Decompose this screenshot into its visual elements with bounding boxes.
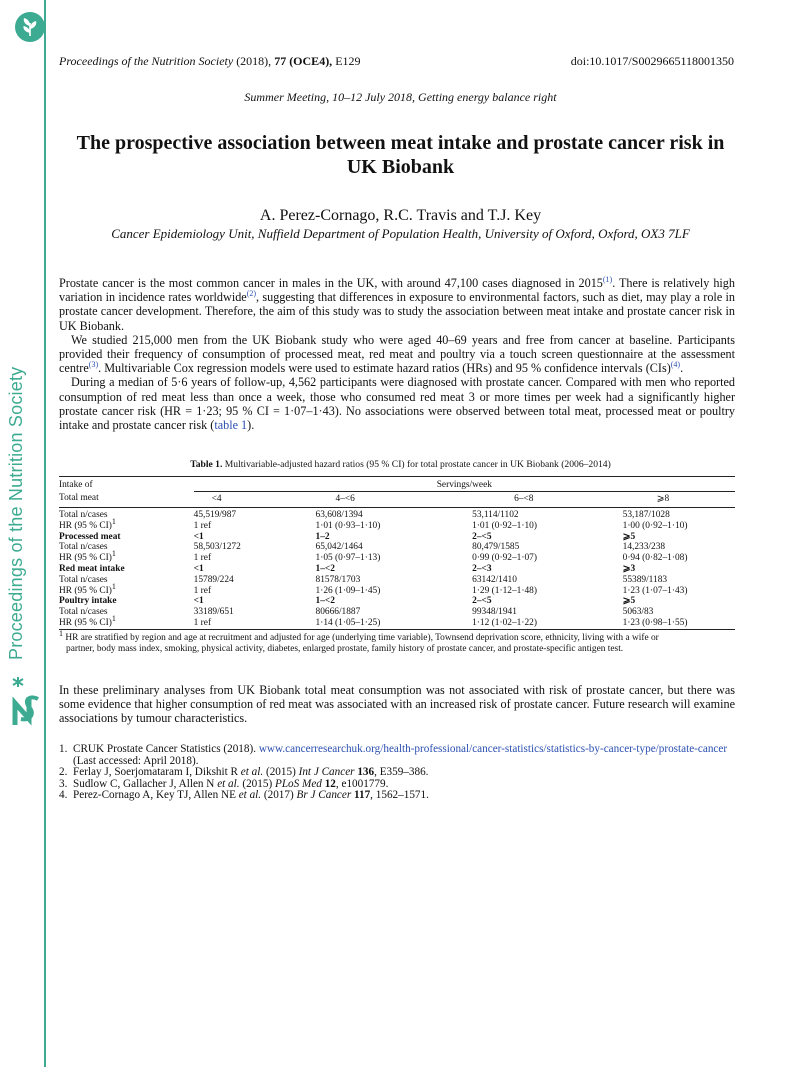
table-cell: 14,233/238 xyxy=(622,542,666,553)
table-row xyxy=(59,575,735,586)
footnote-text: HR are stratified by region and age at recruitment and adjusted for age (underlying time variable), Townsend deprivation score, ethnicity, living with a wife or xyxy=(63,633,659,643)
reference-item xyxy=(59,744,739,767)
footnote-mark: 1 xyxy=(111,581,116,591)
row-label-text: HR (95 % CI) xyxy=(59,585,112,596)
servings-week-label: Servings/week xyxy=(436,480,492,490)
row-label-text: HR (95 % CI) xyxy=(59,520,112,531)
ns-monogram-icon xyxy=(7,675,41,727)
table-header-cell: <4 xyxy=(211,493,222,504)
text-run: , 1562–1571. xyxy=(370,789,429,801)
table-row-label xyxy=(59,613,194,629)
text-run: (Last accessed: April 2018). xyxy=(73,754,199,767)
row-label-text: Total n/cases xyxy=(59,574,108,585)
table-cell: ⩾3 xyxy=(622,564,636,575)
footnote-line: partner, body mass index, smoking, physical activity, diabetes, enlarged prostate, family history of prostate cancer, and prostate-specific antigen test. xyxy=(66,644,624,654)
text-run: During a median of 5·6 years of follow-up, 4,562 participants were diagnosed with prostate cancer. Compared with men who reported consumption of red meat less than once a week, those who consumed red meat 3 or more times per week had a significantly higher prostate cancer risk (HR = 1·23; 95 % CI = 1·07–1·43). No associations were observed between total meat, processed meat or poultry intake and prostate cancer risk ( xyxy=(59,375,735,433)
citation-volume: 77 (OCE4), xyxy=(274,54,333,68)
text-run: (2015) xyxy=(263,766,299,778)
table-cell: 99348/1941 xyxy=(472,607,517,618)
sidebar-divider xyxy=(44,0,46,1067)
results-table xyxy=(59,476,735,630)
table-cell: 1·05 (0·97–1·13) xyxy=(315,553,381,564)
text-run: Prostate cancer is the most common cancer in males in the UK, with around 47,100 cases diagnosed in 2015 xyxy=(59,276,603,290)
reference-number: 1. xyxy=(59,743,68,755)
table-cell: 0·94 (0·82–1·08) xyxy=(622,553,688,564)
table-link[interactable]: table 1 xyxy=(214,418,248,433)
text-run: We studied 215,000 men from the UK Biobank study who were aged 40–69 years and free from cancer at baseline. Participants provided their frequency of consumption of processed meat, red meat and poultry via a touch screen questionnaire at the assessment centre xyxy=(59,332,735,376)
reference-number: 2. xyxy=(59,766,68,778)
table-cell: 80,479/1585 xyxy=(472,542,520,553)
table-row xyxy=(59,564,735,575)
table-group-label xyxy=(59,596,194,607)
table-cell: 1–<2 xyxy=(315,564,335,575)
table-cell: 2–<5 xyxy=(472,596,492,607)
footnote-mark: 1 xyxy=(111,549,116,559)
reference-number: 3. xyxy=(59,777,68,790)
journal-logo-icon xyxy=(15,12,45,42)
conclusion-paragraph: In these preliminary analyses from UK Biobank total meat consumption was not associated with risk of prostate cancer, but there was some evidence that higher consumption of red meat was associated with an increased risk of prostate cancer. Future research will examine associations by tumour characteristics. xyxy=(59,683,735,726)
abstract-paragraph xyxy=(59,276,735,333)
table-row xyxy=(59,596,735,607)
table-cell: 1·00 (0·92–1·10) xyxy=(622,520,688,531)
table-group-label xyxy=(59,532,194,543)
table-cell: 0·99 (0·92–1·07) xyxy=(472,553,537,564)
text-run: Perez-Cornago A, Key TJ, Allen NE xyxy=(73,789,239,801)
table-cell: 81578/1703 xyxy=(315,574,361,585)
reference-url[interactable]: www.cancerresearchuk.org/health-professional/cancer-statistics/statistics-by-cancer-type/prostate-cancer xyxy=(258,743,728,755)
row-label-text: HR (95 % CI) xyxy=(59,618,112,629)
table-cell: 1·23 (1·07–1·43) xyxy=(622,585,688,596)
citation xyxy=(59,54,361,69)
text-run: (2017) xyxy=(261,789,297,801)
table-row xyxy=(59,521,735,532)
table-row-label xyxy=(59,516,194,532)
reference-link[interactable]: (3) xyxy=(88,360,99,370)
reference-link[interactable]: (2) xyxy=(246,289,257,299)
table-cell: ⩾5 xyxy=(622,531,636,542)
table-cell: 53,187/1028 xyxy=(622,510,670,521)
reference-link[interactable]: (4) xyxy=(670,360,681,370)
table-caption-text: Multivariable-adjusted hazard ratios (95 % CI) for total prostate cancer in UK Biobank (2006–2014) xyxy=(224,459,611,470)
abstract-body xyxy=(59,276,735,432)
affiliation: Cancer Epidemiology Unit, Nuffield Department of Population Health, University of Oxford, Oxford, OX3 7LF xyxy=(111,226,690,241)
text-run: et al. xyxy=(238,789,262,801)
table-header-cell: 6–<8 xyxy=(514,493,534,504)
table-cell: 1·01 (0·93–1·10) xyxy=(315,520,381,531)
text-run: . xyxy=(680,361,684,376)
table-cell: 1–2 xyxy=(315,531,330,542)
table-cell: 45,519/987 xyxy=(193,510,237,521)
table-row xyxy=(59,607,735,618)
table-cell: 15789/224 xyxy=(193,574,234,585)
article-number: E129 xyxy=(335,54,361,68)
journal-title: PLoS Med xyxy=(274,777,322,790)
table-row-label xyxy=(59,575,194,586)
table-cell: 1 ref xyxy=(193,520,212,531)
table-cell: 1 ref xyxy=(193,585,212,596)
reference-list xyxy=(59,744,739,802)
text-run: . There is relatively high variation in incidence rates worldwide xyxy=(59,276,735,305)
table-row xyxy=(59,618,735,629)
table-row-label xyxy=(59,508,194,521)
text-run: , E359–386. xyxy=(374,766,429,778)
row-label-text: Poultry intake xyxy=(59,596,117,607)
volume: 117 xyxy=(351,789,371,801)
reference-number: 4. xyxy=(59,789,68,801)
table-row-label xyxy=(59,542,194,553)
table-cell: ⩾5 xyxy=(622,596,636,607)
table-row-label xyxy=(59,549,194,564)
article-title: The prospective association between meat intake and prostate cancer risk in UK Biobank xyxy=(76,132,725,178)
table-cell: 5063/83 xyxy=(622,607,654,618)
table-header-cell: Intake of xyxy=(59,480,93,490)
table-cell: 33189/651 xyxy=(193,607,234,618)
row-label-text: Total n/cases xyxy=(59,510,108,521)
doi: doi:10.1017/S0029665118001350 xyxy=(570,54,734,68)
table-header-cell: 4–<6 xyxy=(335,493,355,504)
row-label-text: Processed meat xyxy=(59,531,121,542)
table-cell: 2–<3 xyxy=(472,564,492,575)
table-cell: 1·01 (0·92–1·10) xyxy=(472,520,537,531)
row-label-text: Red meat intake xyxy=(59,564,125,575)
table-cell: 63142/1410 xyxy=(472,574,517,585)
table-group-label xyxy=(59,564,194,575)
text-run: (2015) xyxy=(239,777,275,790)
table-cell: 1 ref xyxy=(193,553,212,564)
table-caption-label: Table 1. xyxy=(190,459,223,470)
row-label-text: Total n/cases xyxy=(59,542,108,553)
table-caption xyxy=(0,459,801,470)
text-run: Ferlay J, Soerjomataram I, Dikshit R xyxy=(73,766,241,778)
citation-year: (2018), xyxy=(236,54,272,68)
reference-item xyxy=(59,790,739,802)
table-row xyxy=(59,508,735,521)
footnote-mark: 1 xyxy=(59,628,63,638)
table-header-cell: ⩾8 xyxy=(656,493,670,504)
text-run: . Multivariable Cox regression models were used to estimate hazard ratios (HRs) and 95 % confidence intervals (CIs) xyxy=(98,361,671,376)
table-cell: 65,042/1464 xyxy=(315,542,363,553)
row-label-text: HR (95 % CI) xyxy=(59,553,112,564)
text-run: ). xyxy=(247,418,255,433)
volume: 136 xyxy=(354,766,375,778)
footnote-mark: 1 xyxy=(111,613,116,623)
table-row-label xyxy=(59,581,194,597)
table-cell: <1 xyxy=(193,564,204,575)
table-row xyxy=(59,532,735,543)
reference-text xyxy=(73,790,739,802)
table-row-label xyxy=(59,607,194,618)
table-cell: 63,608/1394 xyxy=(315,510,363,521)
table-cell: 1·23 (0·98–1·55) xyxy=(622,618,688,629)
table-header-group xyxy=(194,477,735,492)
table-row xyxy=(59,586,735,597)
reference-text xyxy=(73,744,739,767)
table-header-row xyxy=(59,477,735,492)
table-row xyxy=(59,553,735,564)
table-footnote xyxy=(59,628,741,655)
table-header-row xyxy=(59,491,735,507)
table-cell: 1·14 (1·05–1·25) xyxy=(315,618,381,629)
sidebar-journal-title: Proceedings of the Nutrition Society xyxy=(6,366,26,660)
table-cell: 80666/1887 xyxy=(315,607,361,618)
table-cell: 58,503/1272 xyxy=(193,542,241,553)
table-cell: <1 xyxy=(193,596,204,607)
authors: A. Perez-Cornago, R.C. Travis and T.J. Key xyxy=(259,207,542,224)
text-run: , e1001779. xyxy=(335,777,389,790)
volume: 12 xyxy=(321,777,336,790)
table-body xyxy=(59,508,735,630)
table-cell: <1 xyxy=(193,531,204,542)
row-label-text: Total n/cases xyxy=(59,607,108,618)
text-run: , suggesting that differences in exposure to environmental factors, such as diet, may play a role in prostate cancer development. Therefore, the aim of this study was to study the association between meat intake and prostate cancer risk in UK Biobank. xyxy=(59,290,735,333)
table-header-cell: Total meat xyxy=(59,493,99,504)
journal-name: Proceedings of the Nutrition Society xyxy=(59,54,234,68)
table-cell: 55389/1183 xyxy=(622,574,668,585)
running-header xyxy=(59,54,734,69)
journal-title: Int J Cancer xyxy=(298,766,355,778)
meeting-line: Summer Meeting, 10–12 July 2018, Getting energy balance right xyxy=(244,90,557,104)
text-run: et al. xyxy=(217,777,240,790)
table-cell: 53,114/1102 xyxy=(472,510,519,521)
abstract-paragraph xyxy=(59,333,735,376)
table-cell: 2–<5 xyxy=(472,531,492,542)
reference-link[interactable]: (1) xyxy=(602,274,613,284)
journal-title: Br J Cancer xyxy=(296,789,352,801)
table-cell: 1·12 (1·02–1·22) xyxy=(472,618,537,629)
abstract-paragraph xyxy=(59,375,735,432)
text-run: et al. xyxy=(240,766,264,778)
table-cell: 1·26 (1·09–1·45) xyxy=(315,585,381,596)
table-cell: 1·29 (1·12–1·48) xyxy=(472,585,537,596)
footnote-line xyxy=(59,628,741,644)
table-cell: 1–<2 xyxy=(315,596,335,607)
text-run: Sudlow C, Gallacher J, Allen N xyxy=(73,777,218,790)
text-run: CRUK Prostate Cancer Statistics (2018). xyxy=(73,743,259,755)
footnote-mark: 1 xyxy=(111,516,116,526)
table-cell: 1 ref xyxy=(193,618,212,629)
table-row xyxy=(59,542,735,553)
